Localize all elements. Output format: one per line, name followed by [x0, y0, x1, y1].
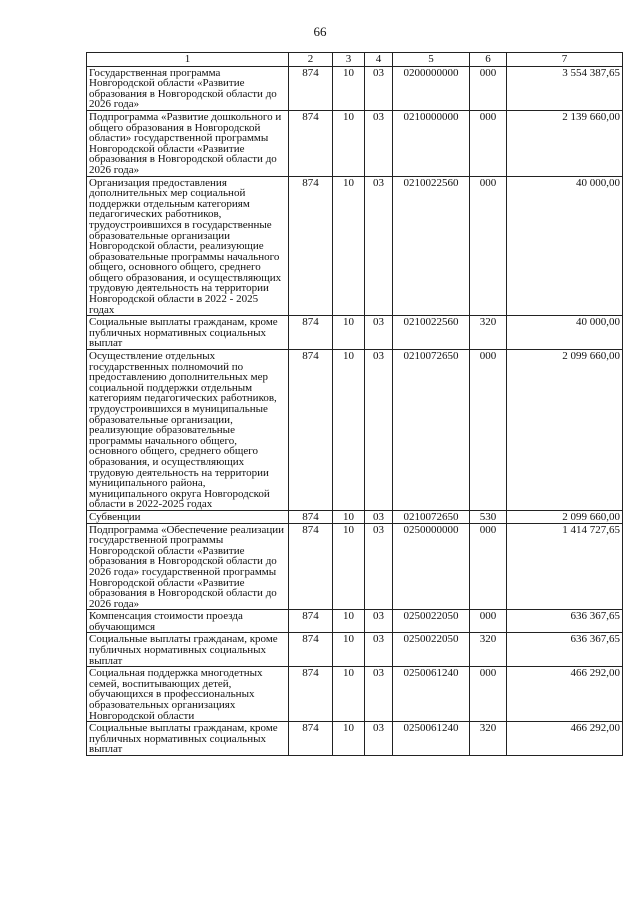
row-col6: 000: [470, 350, 507, 511]
col-header-2: 2: [289, 53, 333, 67]
row-col6: 000: [470, 66, 507, 110]
row-col4: 03: [365, 610, 393, 633]
row-col5: 0210022560: [393, 176, 470, 316]
row-name: Государственная программа Новгородской области «Развитие образования в Новгородской области до 2026 года»: [87, 66, 289, 110]
table-row: [87, 110, 623, 176]
row-col2: 874: [289, 523, 333, 610]
row-amount: 40 000,00: [507, 316, 623, 350]
row-col6: 530: [470, 510, 507, 523]
row-col4: 03: [365, 722, 393, 756]
col-header-4: 4: [365, 53, 393, 67]
row-col3: 10: [333, 667, 365, 722]
table-row: [87, 722, 623, 756]
row-col6: 000: [470, 523, 507, 610]
row-name: Субвенции: [87, 510, 289, 523]
row-col6: 000: [470, 610, 507, 633]
row-col5: 0210000000: [393, 110, 470, 176]
row-col6: 000: [470, 667, 507, 722]
row-col3: 10: [333, 610, 365, 633]
page-number: 66: [313, 24, 327, 39]
col-header-3: 3: [333, 53, 365, 67]
row-amount: 3 554 387,65: [507, 66, 623, 110]
row-col3: 10: [333, 523, 365, 610]
row-col3: 10: [333, 633, 365, 667]
header-row: [87, 53, 623, 67]
row-col3: 10: [333, 66, 365, 110]
row-col2: 874: [289, 722, 333, 756]
row-col2: 874: [289, 110, 333, 176]
table-row: [87, 350, 623, 511]
row-name: Социальная поддержка многодетных семей, воспитывающих детей, обучающихся в профессиональных образовательных организациях Новгородской области: [87, 667, 289, 722]
row-col2: 874: [289, 350, 333, 511]
row-name: Компенсация стоимости проезда обучающимся: [87, 610, 289, 633]
row-name: Подпрограмма «Обеспечение реализации государственной программы Новгородской области «Развитие образования в Новгородской области до 2026 года» государственной программы Новгородской области «Развитие образования в Новгородской области до 2026 года»: [87, 523, 289, 610]
row-col5: 0250000000: [393, 523, 470, 610]
col-header-7: 7: [507, 53, 623, 67]
table-row: [87, 633, 623, 667]
row-col6: 320: [470, 633, 507, 667]
row-col4: 03: [365, 350, 393, 511]
row-col2: 874: [289, 176, 333, 316]
row-amount: 636 367,65: [507, 610, 623, 633]
table-row: [87, 66, 623, 110]
table-row: [87, 667, 623, 722]
row-amount: 40 000,00: [507, 176, 623, 316]
table-row: [87, 316, 623, 350]
row-col3: 10: [333, 722, 365, 756]
row-col3: 10: [333, 510, 365, 523]
table-row: [87, 510, 623, 523]
row-name: Подпрограмма «Развитие дошкольного и общего образования в Новгородской области» государственной программы Новгородской области «Развитие образования в Новгородской области до 2026 года»: [87, 110, 289, 176]
col-header-5: 5: [393, 53, 470, 67]
row-col2: 874: [289, 66, 333, 110]
row-col4: 03: [365, 66, 393, 110]
row-col6: 320: [470, 316, 507, 350]
row-col5: 0210022560: [393, 316, 470, 350]
table-row: [87, 610, 623, 633]
row-amount: 466 292,00: [507, 722, 623, 756]
row-amount: 636 367,65: [507, 633, 623, 667]
row-name: Осуществление отдельных государственных полномочий по предоставлению дополнительных мер социальной поддержки отдельным категориям педагогических работников, трудоустроившихся в муниципальные образовательные организации, реализующие образовательные программы начального общего, основного общего, среднего общего образования, и осуществляющих трудовую деятельность на территории муниципального района, муниципального округа Новгородской области в 2022-2025 годах: [87, 350, 289, 511]
row-name: Организация предоставления дополнительных мер социальной поддержки отдельным категориям педагогических работников, трудоустроившихся в государственные образовательные организации Новгородской области, реализующие образовательные программы начального общего, основного общего, среднего общего образования, и осуществляющих трудовую деятельность на территории Новгородской области в 2022 - 2025 годах: [87, 176, 289, 316]
row-name: Социальные выплаты гражданам, кроме публичных нормативных социальных выплат: [87, 633, 289, 667]
row-col5: 0210072650: [393, 510, 470, 523]
row-col5: 0200000000: [393, 66, 470, 110]
row-col5: 0250061240: [393, 722, 470, 756]
budget-table: [86, 52, 623, 756]
row-col6: 320: [470, 722, 507, 756]
row-col4: 03: [365, 110, 393, 176]
row-name: Социальные выплаты гражданам, кроме публичных нормативных социальных выплат: [87, 316, 289, 350]
row-amount: 466 292,00: [507, 667, 623, 722]
row-amount: 2 099 660,00: [507, 350, 623, 511]
row-col3: 10: [333, 316, 365, 350]
row-col5: 0250022050: [393, 633, 470, 667]
table-row: [87, 176, 623, 316]
row-col4: 03: [365, 316, 393, 350]
row-amount: 2 139 660,00: [507, 110, 623, 176]
row-col5: 0210072650: [393, 350, 470, 511]
row-col5: 0250022050: [393, 610, 470, 633]
row-col3: 10: [333, 110, 365, 176]
row-col2: 874: [289, 316, 333, 350]
row-amount: 1 414 727,65: [507, 523, 623, 610]
row-col3: 10: [333, 350, 365, 511]
row-amount: 2 099 660,00: [507, 510, 623, 523]
row-col2: 874: [289, 510, 333, 523]
row-col2: 874: [289, 633, 333, 667]
row-col5: 0250061240: [393, 667, 470, 722]
row-col4: 03: [365, 523, 393, 610]
row-col2: 874: [289, 667, 333, 722]
table-row: [87, 523, 623, 610]
row-col6: 000: [470, 110, 507, 176]
row-col4: 03: [365, 633, 393, 667]
row-col6: 000: [470, 176, 507, 316]
row-col4: 03: [365, 667, 393, 722]
row-col3: 10: [333, 176, 365, 316]
col-header-1: 1: [87, 53, 289, 67]
row-col2: 874: [289, 610, 333, 633]
col-header-6: 6: [470, 53, 507, 67]
row-col4: 03: [365, 510, 393, 523]
row-name: Социальные выплаты гражданам, кроме публичных нормативных социальных выплат: [87, 722, 289, 756]
row-col4: 03: [365, 176, 393, 316]
